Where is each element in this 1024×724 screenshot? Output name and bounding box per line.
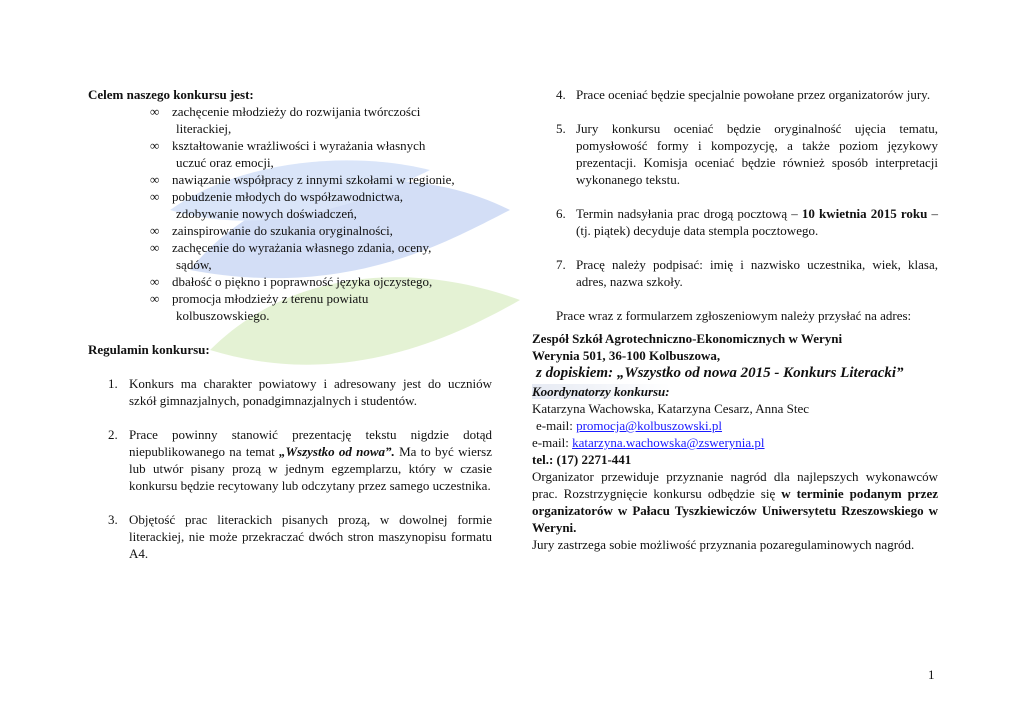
prize-text: Organizator przewiduje przyznanie nagród dla najlepszych wykonawców prac. Rozstrzygnięcie konkursu odbędzie się w terminie podanym przez organizatorów w Pałacu Tyszkiewiczów Uniwersytetu Rzeszowskiego w Weryni. <box>532 469 938 535</box>
rules-list-continued <box>532 86 938 290</box>
goals-heading: Celem naszego konkursu jest: <box>88 87 254 102</box>
rule-item: 4. Prace oceniać będzie specjalnie powołane przez organizatorów jury. <box>556 87 931 102</box>
rule-item: 3. Objętość prac literackich pisanych prozą, w dowolnej formie literackiej, nie może przekraczać dwóch stron maszynopisu formatu A4. <box>108 512 492 561</box>
email-link-promocja[interactable]: promocja@kolbuszowski.pl <box>576 418 723 433</box>
school-name: Zespół Szkół Agrotechniczno-Ekonomicznych w Weryni <box>532 331 843 346</box>
email-link-wachowska[interactable]: katarzyna.wachowska@zswerynia.pl <box>572 435 765 450</box>
rule-item: 5. Jury konkursu oceniać będzie oryginalność ujęcia tematu, pomysłowość formy i kompozycję, a także poziom językowy prezentacji. Komisja oceniać będzie również sposób interpretacji wykonanego tekstu. <box>556 121 938 187</box>
list-item: ∞ pobudzenie młodych do współzawodnictwa, zdobywanie nowych doświadczeń, <box>150 189 404 221</box>
goals-list <box>88 103 492 324</box>
list-item: ∞ dbałość o piękno i poprawność języka ojczystego, <box>150 274 433 289</box>
page-number: 1 <box>928 667 935 682</box>
address-intro: Prace wraz z formularzem zgłoszeniowym należy przysłać na adres: <box>556 308 912 323</box>
jury-note: Jury zastrzega sobie możliwość przyznania pozaregulaminowych nagród. <box>532 537 915 552</box>
phone-number: tel.: (17) 2271-441 <box>532 452 632 467</box>
email-line-2: e-mail: katarzyna.wachowska@zswerynia.pl <box>532 435 765 450</box>
rule-item: 1. Konkurs ma charakter powiatowy i adresowany jest do uczniów szkół gimnazjalnych, ponadgimnazjalnych i studentów. <box>108 376 492 408</box>
infinity-bullet-icon: ∞ <box>150 104 160 119</box>
infinity-bullet-icon: ∞ <box>150 274 160 289</box>
deadline-date: 10 kwietnia 2015 roku <box>801 206 928 221</box>
list-item: ∞ promocja młodzieży z terenu powiatu kolbuszowskiego. <box>150 291 369 323</box>
infinity-bullet-icon: ∞ <box>150 223 160 238</box>
rule-item: 6. Termin nadsyłania prac drogą pocztową – 10 kwietnia 2015 roku – (tj. piątek) decyduje data stempla pocztowego. <box>556 206 938 238</box>
envelope-note: z dopiskiem: „Wszystko od nowa 2015 - Konkurs Literacki” <box>536 365 904 381</box>
list-item: ∞ zachęcenie młodzieży do rozwijania twórczości literackiej, <box>150 104 421 136</box>
email-line-1: e-mail: promocja@kolbuszowski.pl <box>536 418 723 433</box>
list-item: ∞ kształtowanie wrażliwości i wyrażania własnych uczuć oraz emocji, <box>150 138 426 170</box>
school-address: Werynia 501, 36-100 Kolbuszowa, <box>532 348 721 363</box>
infinity-bullet-icon: ∞ <box>150 291 160 306</box>
list-item: ∞ zachęcenie do wyrażania własnego zdania, oceny, sądów, <box>150 240 432 272</box>
infinity-bullet-icon: ∞ <box>150 189 160 204</box>
coordinators-label: Koordynatorzy konkursu: <box>532 384 670 399</box>
rules-list <box>88 375 492 562</box>
contest-title: „Wszystko od nowa”. <box>278 444 395 459</box>
coordinators-names: Katarzyna Wachowska, Katarzyna Cesarz, Anna Stec <box>532 401 810 416</box>
left-column <box>88 86 492 579</box>
infinity-bullet-icon: ∞ <box>150 138 160 153</box>
right-column <box>532 86 938 553</box>
rule-item: 2. Prace powinny stanowić prezentację tekstu nigdzie dotąd niepublikowanego na temat „Wszystko od nowa”. Ma to być wiersz lub utwór pisany prozą w jednym egzemplarzu, który w czasie konkursu będzie recytowany lub odczytany przez samego uczestnika. <box>108 427 492 493</box>
infinity-bullet-icon: ∞ <box>150 172 160 187</box>
infinity-bullet-icon: ∞ <box>150 240 160 255</box>
list-item: ∞ zainspirowanie do szukania oryginalności, <box>150 223 393 238</box>
rules-heading: Regulamin konkursu: <box>88 342 210 357</box>
list-item: ∞ nawiązanie współpracy z innymi szkołami w regionie, <box>150 172 455 187</box>
rule-item: 7. Pracę należy podpisać: imię i nazwisko uczestnika, wiek, klasa, adres, nazwa szkoły. <box>556 257 938 289</box>
